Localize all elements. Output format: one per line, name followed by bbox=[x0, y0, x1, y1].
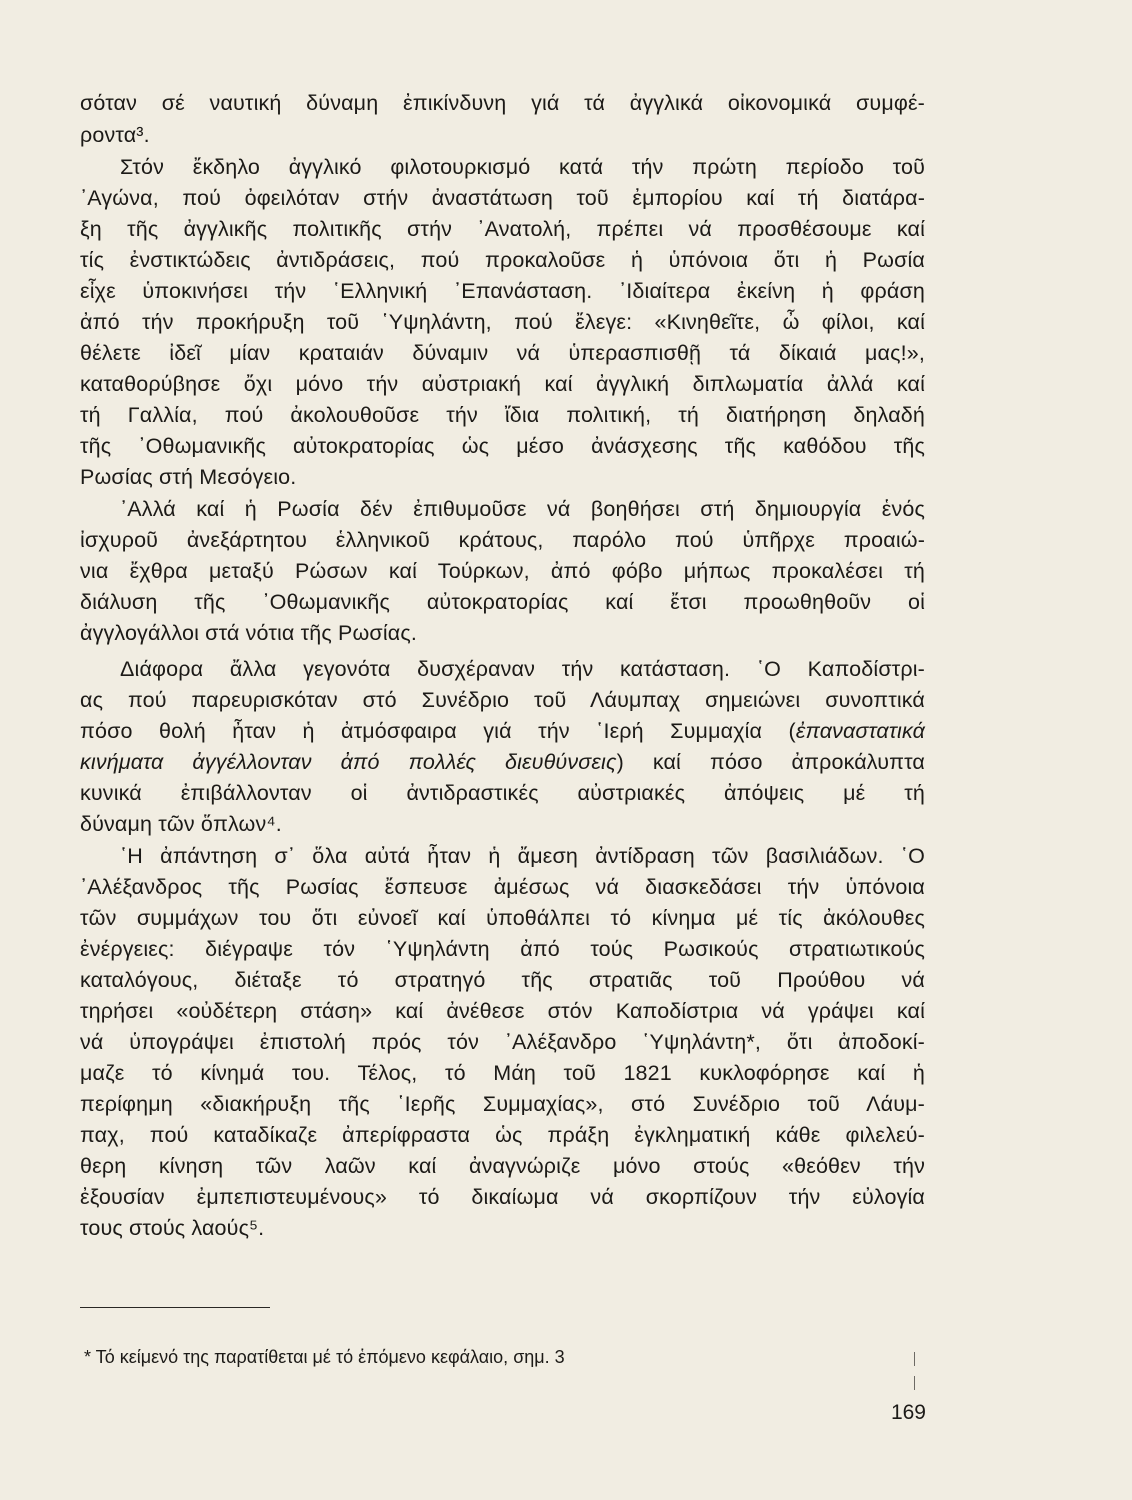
text-line: παχ, πού καταδίκαζε ἀπερίφραστα ὡς πράξη ἐγκληματική κάθε φιλελεύ- bbox=[80, 1123, 925, 1147]
text-line: εἶχε ὑποκινήσει τήν ῾Ελληνική ᾿Επανάσταση. ᾿Ιδιαίτερα ἐκείνη ἡ φράση bbox=[80, 279, 925, 303]
text-line: ᾿Αλλά καί ἡ Ρωσία δέν ἐπιθυμοῦσε νά βοηθήσει στή δημιουργία ἑνός bbox=[120, 497, 925, 521]
text-line: ἀγγλογάλλοι στά νότια τῆς Ρωσίας. bbox=[80, 621, 417, 645]
text-line: Διάφορα ἄλλα γεγονότα δυσχέραναν τήν κατάσταση. ῾Ο Καποδίστρι- bbox=[120, 657, 925, 681]
text-run: ) καί πόσο ἀπροκάλυπτα bbox=[616, 750, 926, 774]
text-line: θερη κίνηση τῶν λαῶν καί ἀναγνώριζε μόνο στούς «θεόθεν τήν bbox=[80, 1154, 925, 1178]
margin-mark bbox=[914, 1376, 915, 1390]
text-line: ᾿Αλέξανδρος τῆς Ρωσίας ἔσπευσε ἀμέσως νά διασκεδάσει τήν ὑπόνοια bbox=[80, 875, 925, 899]
text-line: ῾Η ἀπάντηση σ᾿ ὅλα αὐτά ἦταν ἡ ἄμεση ἀντίδραση τῶν βασιλιάδων. ῾Ο bbox=[120, 844, 925, 868]
text-line: ας πού παρευρισκόταν στό Συνέδριο τοῦ Λάυμπαχ σημειώνει συνοπτικά bbox=[80, 688, 925, 712]
text-line: νά ὑπογράψει ἐπιστολή πρός τόν ᾿Αλέξανδρο ῾Υψηλάντη*, ὅτι ἀποδοκί- bbox=[80, 1030, 925, 1054]
italic-text-run: ἐπαναστατικά bbox=[795, 719, 925, 743]
text-line: διάλυση τῆς ᾿Οθωμανικῆς αὐτοκρατορίας καί ἔτσι προωθηθοῦν οἱ bbox=[80, 590, 925, 614]
text-line: ἰσχυροῦ ἀνεξάρτητου ἑλληνικοῦ κράτους, παρόλο πού ὑπῆρχε προαιώ- bbox=[80, 528, 925, 552]
text-line: μαζε τό κίνημά του. Τέλος, τό Μάη τοῦ 1821 κυκλοφόρησε καί ἡ bbox=[80, 1061, 925, 1085]
text-line: καταθορύβησε ὄχι μόνο τήν αὐστριακή καί ἀγγλική διπλωματία ἀλλά καί bbox=[80, 372, 925, 396]
text-line: καταλόγους, διέταξε τό στρατηγό τῆς στρατιᾶς τοῦ Προύθου νά bbox=[80, 968, 925, 992]
text-line: τους στούς λαούς⁵. bbox=[80, 1216, 265, 1240]
text-line: ἐνέργειες: διέγραψε τόν ῾Υψηλάντη ἀπό τούς Ρωσικούς στρατιωτικούς bbox=[80, 937, 925, 961]
text-line: ξη τῆς ἀγγλικῆς πολιτικῆς στήν ᾿Ανατολή, πρέπει νά προσθέσουμε καί bbox=[80, 217, 925, 241]
text-line: κυνικά ἐπιβάλλονταν οἱ ἀντιδραστικές αὐστριακές ἀπόψεις μέ τή bbox=[80, 781, 925, 805]
text-line: τῶν συμμάχων του ὅτι εὐνοεῖ καί ὑποθάλπει τό κίνημα μέ τίς ἀκόλουθες bbox=[80, 906, 925, 930]
text-run: πόσο θολή ἦταν ἡ ἀτμόσφαιρα γιά τήν ῾Ιερή Συμμαχία ( bbox=[80, 719, 796, 743]
text-line: τή Γαλλία, πού ἀκολουθοῦσε τήν ἴδια πολιτική, τή διατήρηση δηλαδή bbox=[80, 403, 925, 427]
text-line: ροντα³. bbox=[80, 123, 150, 147]
footnote: * Τό κείμενό της παρατίθεται μέ τό ἑπόμενο κεφάλαιο, σημ. 3 bbox=[84, 1347, 565, 1367]
text-line: τῆς ᾿Οθωμανικῆς αὐτοκρατορίας ὡς μέσο ἀνάσχεσης τῆς καθόδου τῆς bbox=[80, 434, 925, 458]
text-line: ἀπό τήν προκήρυξη τοῦ ῾Υψηλάντη, πού ἔλεγε: «Κινηθεῖτε, ὦ φίλοι, καί bbox=[80, 310, 925, 334]
footnote-divider bbox=[80, 1307, 270, 1308]
text-line: τίς ἐνστικτώδεις ἀντιδράσεις, πού προκαλοῦσε ἡ ὑπόνοια ὅτι ἡ Ρωσία bbox=[80, 248, 925, 272]
text-line bbox=[80, 747, 925, 777]
text-line: δύναμη τῶν ὅπλων⁴. bbox=[80, 812, 282, 836]
text-line: Στόν ἔκδηλο ἀγγλικό φιλοτουρκισμό κατά τήν πρώτη περίοδο τοῦ bbox=[120, 155, 925, 179]
text-line: περίφημη «διακήρυξη τῆς ῾Ιερῆς Συμμαχίας», στό Συνέδριο τοῦ Λάυμ- bbox=[80, 1092, 925, 1116]
text-line: τηρήσει «οὐδέτερη στάση» καί ἀνέθεσε στόν Καποδίστρια νά γράψει καί bbox=[80, 999, 925, 1023]
margin-mark bbox=[914, 1352, 915, 1366]
text-line: ᾿Αγώνα, πού ὀφειλόταν στήν ἀναστάτωση τοῦ ἐμπορίου καί τή διατάρα- bbox=[80, 186, 925, 210]
text-line: σόταν σέ ναυτική δύναμη ἐπικίνδυνη γιά τά ἀγγλικά οἰκονομικά συμφέ- bbox=[80, 91, 925, 115]
italic-text-run: κινήματα ἀγγέλλονταν ἀπό πολλές διευθύνσεις bbox=[80, 750, 617, 774]
text-line: νια ἔχθρα μεταξύ Ρώσων καί Τούρκων, ἀπό φόβο μήπως προκαλέσει τή bbox=[80, 559, 925, 583]
text-line: ἐξουσίαν ἐμπεπιστευμένους» τό δικαίωμα νά σκορπίζουν τήν εὐλογία bbox=[80, 1185, 925, 1209]
text-line: Ρωσίας στή Μεσόγειο. bbox=[80, 465, 297, 489]
text-line: θέλετε ἰδεῖ μίαν κραταιάν δύναμιν νά ὑπερασπισθῇ τά δίκαιά μας!», bbox=[80, 341, 925, 365]
text-line bbox=[80, 716, 925, 746]
page-number: 169 bbox=[890, 1401, 926, 1424]
